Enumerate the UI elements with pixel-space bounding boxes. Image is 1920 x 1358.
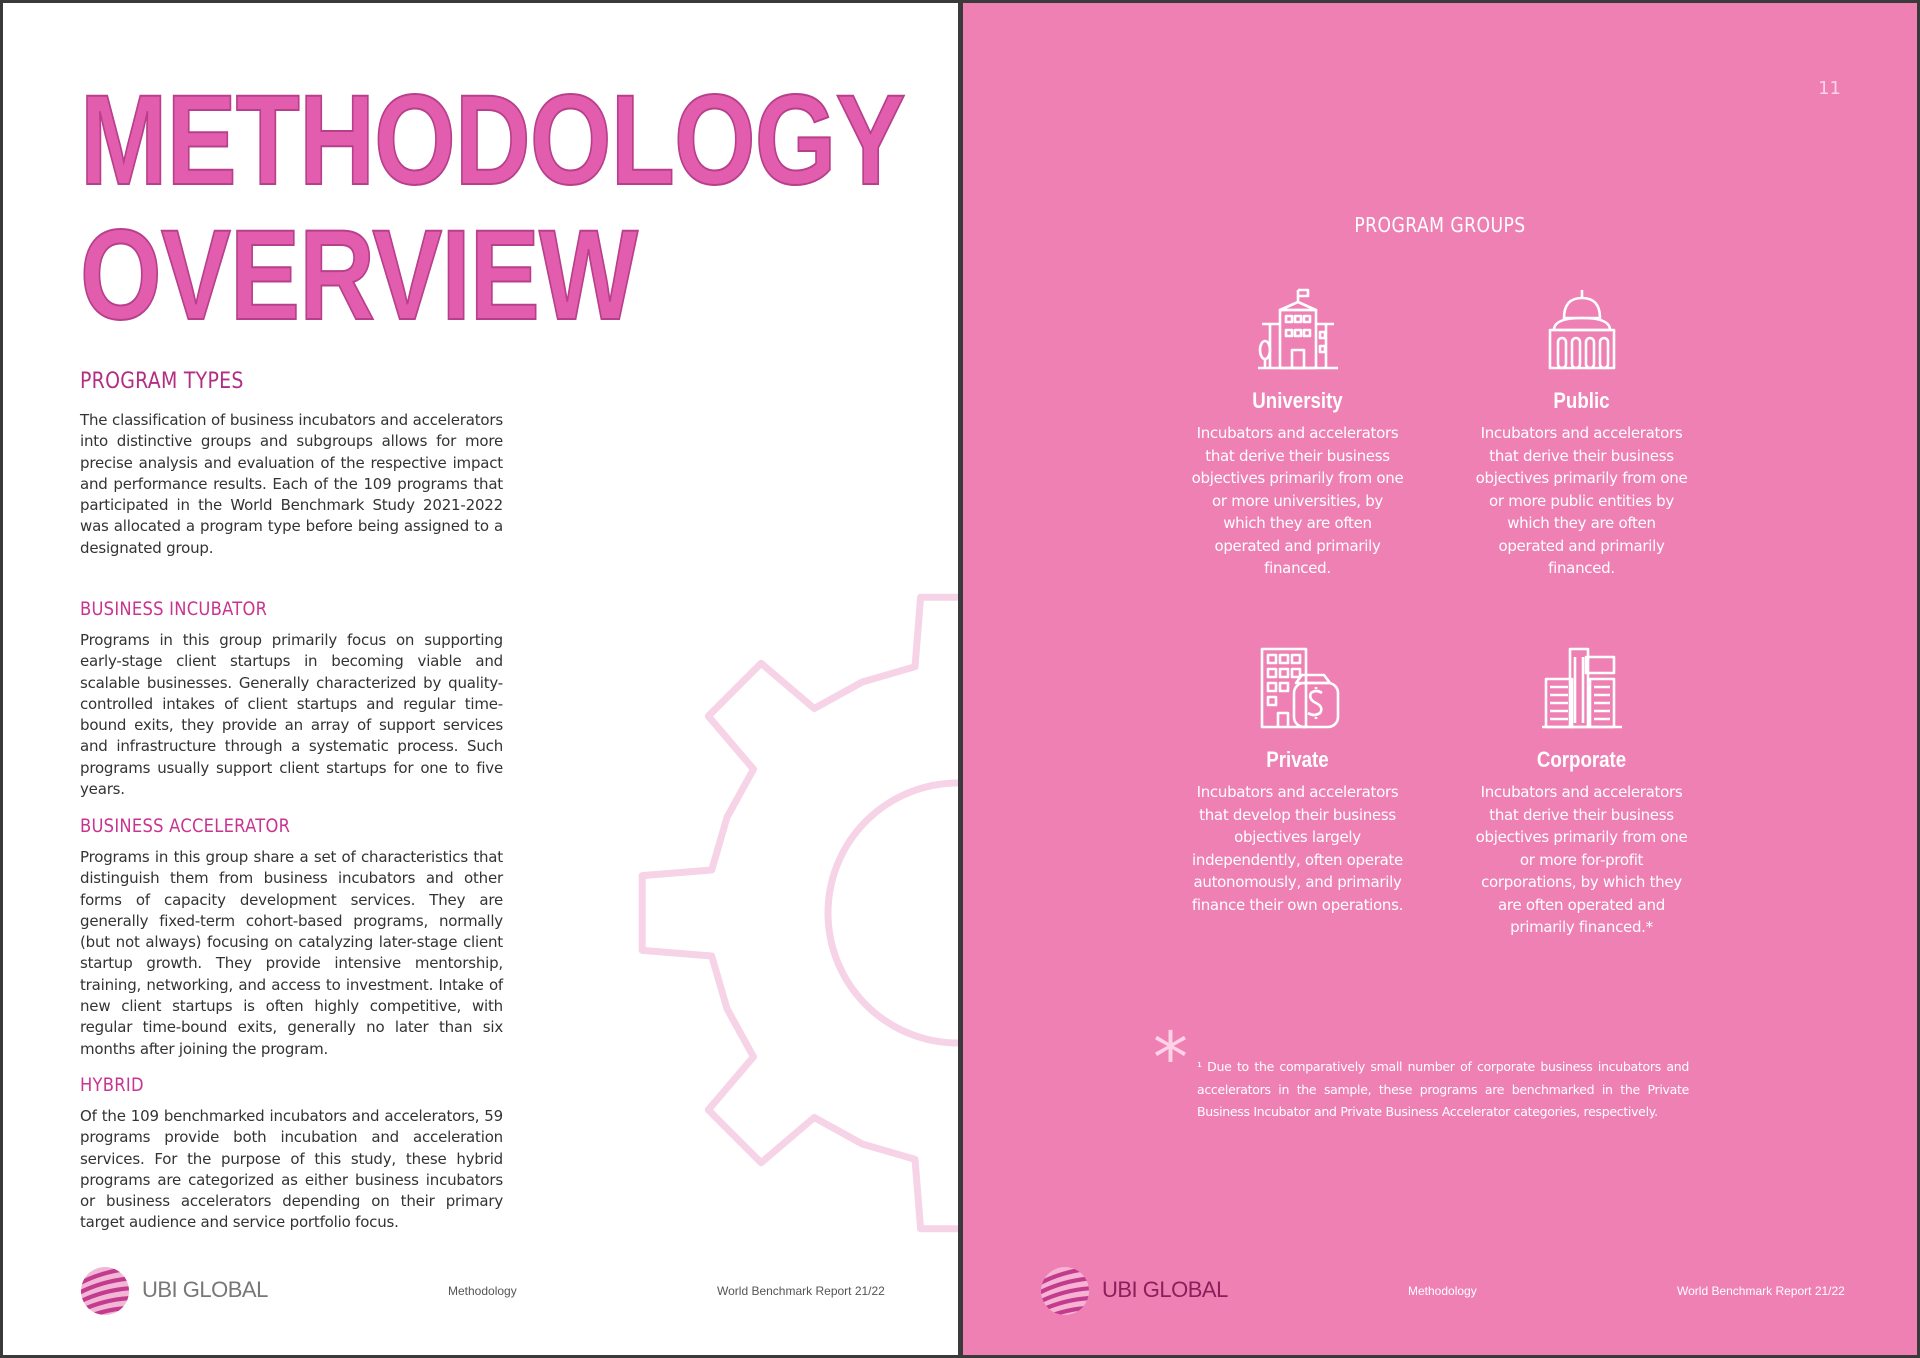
logo-word-ubi: UBI [142, 1277, 178, 1302]
section-text: The classification of business incubators and accelerators into distinctive groups and subgroups allows for more precise analysis and evaluation of the respective impact and performance results. Each of the 109 programs that participated in the World Benchmark Study 2021-2022 was allocated a program type before being assigned to a designated group. [80, 411, 503, 557]
title-line-2: OVERVIEW [80, 204, 638, 347]
group-card-corporate [1474, 647, 1689, 939]
public-building-icon [1540, 288, 1624, 372]
group-card-university [1190, 288, 1405, 580]
footnote-text: ¹ Due to the comparatively small number of corporate business incubators and accelerators in the sample, these programs are benchmarked in the Private Business Incubator and Private Business Accelerator categories, respectively. [1197, 1059, 1689, 1119]
group-title: Private [1266, 747, 1329, 772]
group-description: Incubators and accelerators that derive their business objectives primarily from one or more public entities by which they are often operated and primarily financed. [1475, 424, 1688, 577]
right-page [963, 3, 1917, 1355]
logo-word-ubi: UBI [1102, 1277, 1138, 1302]
private-building-money-icon [1256, 647, 1340, 731]
logo-globe-icon [1040, 1266, 1090, 1316]
ubi-global-logo [1040, 1259, 1280, 1319]
section-business-accelerator [80, 815, 503, 1060]
section-heading: HYBRID [80, 1074, 144, 1096]
title-line-1: METHODOLOGY [80, 69, 905, 212]
university-building-icon [1256, 288, 1340, 372]
footnote-asterisk: * [1153, 1017, 1188, 1099]
section-business-incubator [80, 598, 503, 800]
section-text: Programs in this group share a set of characteristics that distinguish them from business incubators and other forms of capacity development services. They are generally fixed-term cohort-based programs, normally (but not always) focusing on catalyzing later-stage client startup growth. They provide intensive mentorship, training, networking, and access to investment. Intake of new client startups is often highly competitive, with regular time-bound exits, generally no later than six months after joining the program. [80, 848, 503, 1058]
corporate-buildings-icon [1540, 647, 1624, 731]
section-hybrid [80, 1074, 503, 1234]
group-description: Incubators and accelerators that derive their business objectives primarily from one or more universities, by which they are often operated and primarily financed. [1191, 424, 1404, 577]
group-card-public [1474, 288, 1689, 580]
page-number: 11 [1818, 78, 1841, 99]
section-heading: BUSINESS ACCELERATOR [80, 815, 291, 837]
report-spread [3, 3, 1917, 1355]
logo-word-global: GLOBAL [1137, 1277, 1228, 1302]
footer-section: Methodology [1408, 1284, 1477, 1298]
logo-word-global: GLOBAL [177, 1277, 268, 1302]
footer-report: World Benchmark Report 21/22 [1677, 1284, 1845, 1298]
gear-icon [628, 583, 958, 1243]
group-title: Public [1553, 388, 1610, 413]
group-card-private [1190, 647, 1405, 916]
program-groups-heading: PROGRAM GROUPS [1354, 213, 1526, 237]
section-heading: BUSINESS INCUBATOR [80, 598, 268, 620]
group-description: Incubators and accelerators that develop their business objectives largely independently, often operate autonomously, and primarily finance their own operations. [1191, 783, 1404, 914]
group-title: University [1252, 388, 1343, 413]
section-program-types [80, 369, 503, 559]
group-description: Incubators and accelerators that derive their business objectives primarily from one or more for-profit corporations, by which they are often operated and primarily financed.* [1475, 783, 1688, 936]
left-page [3, 3, 958, 1355]
ubi-global-logo [80, 1259, 320, 1319]
section-heading: PROGRAM TYPES [80, 369, 244, 394]
logo-globe-icon [80, 1266, 130, 1316]
group-title: Corporate [1536, 747, 1627, 772]
section-text: Of the 109 benchmarked incubators and accelerators, 59 programs provide both incubation and acceleration services. For the purpose of this study, these hybrid programs are categorized as either business incubators or business accelerators depending on their primary target audience and service portfolio focus. [80, 1107, 503, 1232]
footer-section: Methodology [448, 1284, 517, 1298]
section-text: Programs in this group primarily focus on supporting early-stage client startups in becoming viable and scalable businesses. Generally characterized by quality-controlled intakes of client startups and regular time-bound exits, they provide an array of support services and infrastructure through a systematic process. Such programs usually support client startups for one to five years. [80, 631, 503, 799]
footer-report: World Benchmark Report 21/22 [717, 1284, 885, 1298]
page-title [80, 69, 905, 347]
